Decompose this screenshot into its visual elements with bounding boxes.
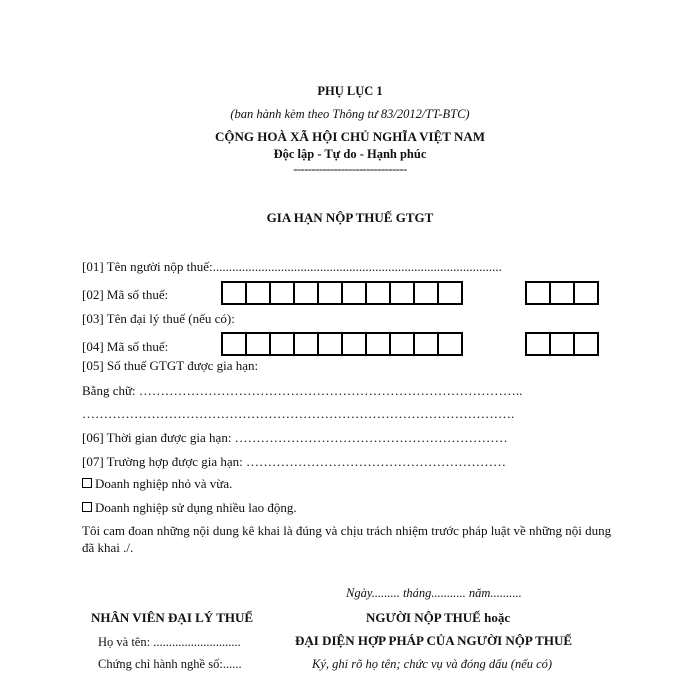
option-sme-label: Doanh nghiệp nhỏ và vừa. bbox=[95, 476, 233, 491]
tax-code-digit-box[interactable] bbox=[221, 281, 247, 305]
taxpayer-sign-note: Ký, ghi rõ họ tên; chức vụ và đóng dấu (nếu có) bbox=[312, 657, 553, 671]
tax-code-digit-box[interactable] bbox=[317, 281, 343, 305]
field-extension-case[interactable]: [07] Trường hợp được gia hạn: …………………………………………………… bbox=[82, 454, 506, 469]
tax-code-digit-box[interactable] bbox=[269, 281, 295, 305]
field-amount-in-words[interactable]: Bằng chữ: …………………………………………………………………………….. bbox=[82, 383, 523, 398]
tax-code-digit-box[interactable] bbox=[549, 281, 575, 305]
tax-code-digit-box[interactable] bbox=[413, 281, 439, 305]
tax-code-digit-box[interactable] bbox=[293, 281, 319, 305]
form-title: GIA HẠN NỘP THUẾ GTGT bbox=[266, 210, 434, 225]
taxpayer-title bbox=[366, 610, 510, 626]
tax-code-digit-box[interactable] bbox=[389, 281, 415, 305]
agent-cert-line: Chứng chỉ hành nghề số:...... bbox=[98, 657, 242, 671]
tax-code-branch-boxes[interactable] bbox=[525, 281, 597, 305]
tax-code-digit-box[interactable] bbox=[365, 281, 391, 305]
tax-code-digit-box[interactable] bbox=[221, 332, 247, 356]
appendix-label: PHỤ LỤC 1 bbox=[317, 84, 383, 98]
national-motto: Độc lập - Tự do - Hạnh phúc bbox=[273, 147, 427, 161]
date-line: Ngày......... tháng........... năm.......... bbox=[346, 586, 522, 600]
taxpayer-representative: ĐẠI DIỆN HỢP PHÁP CỦA NGƯỜI NỘP THUẾ bbox=[295, 633, 572, 648]
tax-code-digit-box[interactable] bbox=[549, 332, 575, 356]
declaration-text: Tôi cam đoan những nội dung kê khai là đúng và chịu trách nhiệm trước pháp luật về những nội dung đã khai ./. bbox=[82, 523, 612, 555]
tax-code-digit-box[interactable] bbox=[525, 332, 551, 356]
tax-code-digit-box[interactable] bbox=[269, 332, 295, 356]
option-sme[interactable] bbox=[82, 476, 232, 492]
taxpayer-title-main: NGƯỜI NỘP THUẾ bbox=[366, 610, 481, 625]
tax-code-digit-box[interactable] bbox=[365, 332, 391, 356]
tax-code-digit-box[interactable] bbox=[317, 332, 343, 356]
tax-code-boxes[interactable] bbox=[221, 281, 461, 305]
tax-code-digit-box[interactable] bbox=[341, 332, 367, 356]
tax-code-digit-box[interactable] bbox=[293, 332, 319, 356]
agent-tax-code-boxes[interactable] bbox=[221, 332, 461, 356]
tax-code-digit-box[interactable] bbox=[413, 332, 439, 356]
field-extension-period[interactable]: [06] Thời gian được gia hạn: ……………………………………………………… bbox=[82, 430, 508, 445]
agent-title: NHÂN VIÊN ĐẠI LÝ THUẾ bbox=[91, 610, 254, 625]
header-divider: ------------------------------- bbox=[293, 162, 407, 176]
tax-code-digit-box[interactable] bbox=[341, 281, 367, 305]
tax-code-digit-box[interactable] bbox=[437, 332, 463, 356]
agent-tax-code-branch-boxes[interactable] bbox=[525, 332, 597, 356]
issued-by-note: (ban hành kèm theo Thông tư 83/2012/TT-BTC) bbox=[230, 107, 470, 121]
taxpayer-title-or: hoặc bbox=[484, 610, 511, 625]
option-labor-intensive[interactable] bbox=[82, 500, 297, 516]
option-labor-label: Doanh nghiệp sử dụng nhiều lao động. bbox=[95, 500, 297, 515]
checkbox-icon[interactable] bbox=[82, 502, 92, 512]
field-taxpayer-name[interactable]: [01] Tên người nộp thuế:......................................................................................... bbox=[82, 259, 502, 274]
tax-code-digit-box[interactable] bbox=[389, 332, 415, 356]
tax-code-digit-box[interactable] bbox=[245, 332, 271, 356]
tax-code-digit-box[interactable] bbox=[245, 281, 271, 305]
field-vat-amount[interactable]: [05] Số thuế GTGT được gia hạn: bbox=[82, 358, 259, 373]
tax-code-digit-box[interactable] bbox=[525, 281, 551, 305]
tax-code-digit-box[interactable] bbox=[573, 332, 599, 356]
agent-name-line: Họ và tên: ............................ bbox=[98, 635, 241, 649]
field-agent-tax-code-label: [04] Mã số thuế: bbox=[82, 339, 169, 354]
tax-code-digit-box[interactable] bbox=[437, 281, 463, 305]
country-name: CỘNG HOÀ XÃ HỘI CHỦ NGHĨA VIỆT NAM bbox=[214, 129, 486, 144]
field-agent-name[interactable]: [03] Tên đại lý thuế (nếu có): bbox=[82, 311, 235, 326]
field-tax-code-label: [02] Mã số thuế: bbox=[82, 287, 169, 302]
field-amount-continued[interactable]: ………………………………………………………………………………………. bbox=[82, 406, 515, 421]
checkbox-icon[interactable] bbox=[82, 478, 92, 488]
tax-code-digit-box[interactable] bbox=[573, 281, 599, 305]
